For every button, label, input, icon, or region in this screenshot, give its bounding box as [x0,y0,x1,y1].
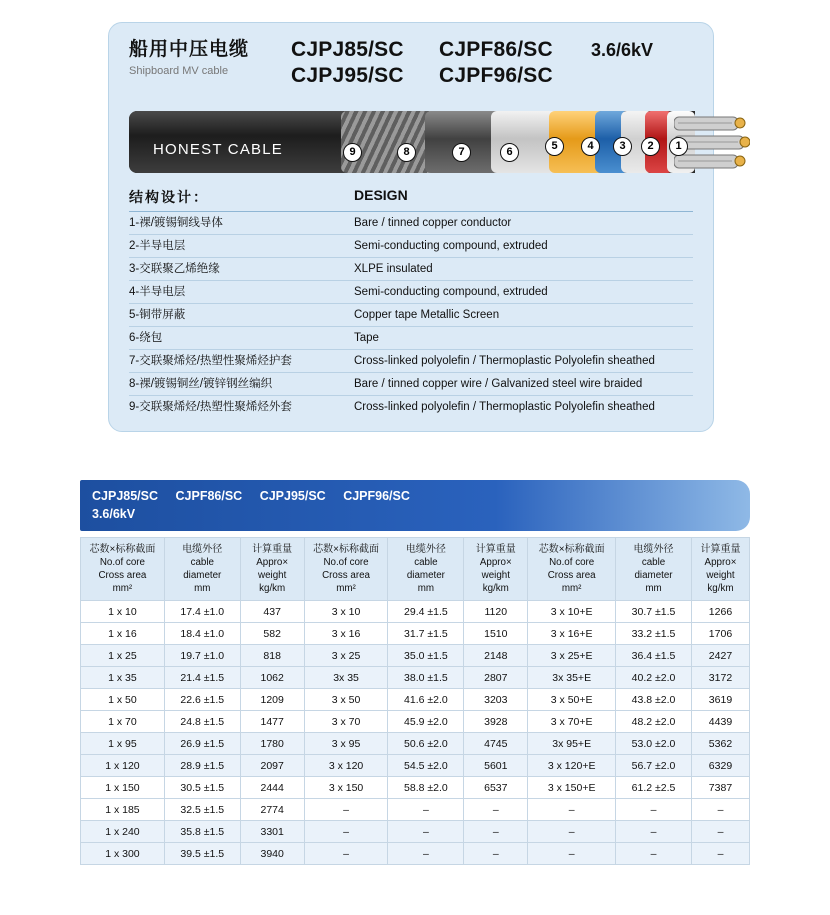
cell: – [616,821,692,843]
cell: – [691,799,749,821]
cell: 3619 [691,689,749,711]
cell: 1 x 25 [81,645,165,667]
cell: 43.8 ±2.0 [616,689,692,711]
cell: – [691,843,749,865]
callout-4: 4 [581,137,600,156]
col-header-en2: Cross area [322,570,370,581]
cell: 3 x 120 [304,755,388,777]
design-row [129,258,693,281]
col-header-unit: kg/km [259,583,286,594]
col-header-unit: mm² [561,583,582,594]
col-header-unit: mm² [112,583,133,594]
table-row [81,777,750,799]
spec-table-header-row [81,538,750,601]
design-row-en: Bare / tinned copper conductor [354,217,512,229]
col-header-en2: weight [481,570,510,581]
cell: – [388,799,464,821]
table-row [81,623,750,645]
cell: 1120 [464,601,528,623]
col-header-en2: Cross area [547,570,596,581]
cell: 24.8 ±1.5 [164,711,240,733]
col-header-en2: diameter [183,570,222,581]
cell: 1 x 185 [81,799,165,821]
cell: 3x 95+E [528,733,616,755]
cell: – [528,799,616,821]
design-row [129,281,693,304]
cell: 3x 35 [304,667,388,689]
cell: – [464,799,528,821]
product-code: CJPF96/SC [439,64,553,87]
cell: 1 x 150 [81,777,165,799]
design-row-en: Semi-conducting compound, extruded [354,286,548,298]
table-row [81,843,750,865]
product-code: CJPJ95/SC [291,64,404,87]
table-row [81,667,750,689]
cell: – [464,843,528,865]
banner-code-line [92,487,740,505]
callout-6: 6 [500,143,519,162]
callout-8: 8 [397,143,416,162]
cell: 48.2 ±2.0 [616,711,692,733]
cell: 2807 [464,667,528,689]
design-row-cn: 1-裸/镀锡铜线导体 [129,217,223,229]
cell: 56.7 ±2.0 [616,755,692,777]
cell: 4439 [691,711,749,733]
cell: 5601 [464,755,528,777]
col-header-en2: diameter [634,570,673,581]
design-row-cn: 5-铜带屏蔽 [129,309,186,321]
design-row-cn: 2-半导电层 [129,240,186,252]
cell: 35.0 ±1.5 [388,645,464,667]
cell: 3940 [240,843,304,865]
col-header-core-cross-1 [81,538,165,601]
brand-label: HONEST CABLE [153,141,283,158]
table-row [81,711,750,733]
cell: 40.2 ±2.0 [616,667,692,689]
col-header-diameter-3 [616,538,692,601]
cell: 21.4 ±1.5 [164,667,240,689]
col-header-en2: weight [706,570,735,581]
cell: 3 x 150+E [528,777,616,799]
cell: 45.9 ±2.0 [388,711,464,733]
col-header-en1: cable [414,557,438,568]
cell: – [616,799,692,821]
col-header-en1: Appro× [256,557,289,568]
cell: 53.0 ±2.0 [616,733,692,755]
cell: 29.4 ±1.5 [388,601,464,623]
cell: – [528,821,616,843]
cell: 1266 [691,601,749,623]
col-header-unit: mm² [336,583,356,594]
col-header-cn: 电缆外径 [633,544,674,555]
design-row [129,212,693,235]
cell: 1 x 16 [81,623,165,645]
cell: – [464,821,528,843]
col-header-en1: cable [190,557,214,568]
product-info-panel [108,22,714,432]
cable-cutaway-illustration [129,101,693,181]
col-header-weight-1 [240,538,304,601]
cell: 1 x 120 [81,755,165,777]
cell: 3 x 25 [304,645,388,667]
cell: 3928 [464,711,528,733]
cell: 3 x 70+E [528,711,616,733]
design-section-header [129,187,693,212]
cell: – [304,843,388,865]
product-code-list [291,37,693,89]
cable-body [129,111,695,173]
table-row [81,733,750,755]
cell: 3 x 150 [304,777,388,799]
col-header-unit: kg/km [482,583,509,594]
col-header-cn: 芯数×标称截面 [313,544,379,555]
cell: 6537 [464,777,528,799]
callout-1: 1 [669,137,688,156]
cell: 41.6 ±2.0 [388,689,464,711]
cell: 33.2 ±1.5 [616,623,692,645]
banner-code: CJPJ95/SC [259,489,326,503]
design-row-en: Cross-linked polyolefin / Thermoplastic Polyolefin sheathed [354,401,655,413]
callout-9: 9 [343,143,362,162]
design-row-en: XLPE insulated [354,263,433,275]
design-header-cn: 结构设计： [129,189,209,205]
table-row [81,821,750,843]
cell: 32.5 ±1.5 [164,799,240,821]
cell: 38.0 ±1.5 [388,667,464,689]
col-header-cn: 芯数×标称截面 [89,544,156,555]
cell: 1706 [691,623,749,645]
cell: 18.4 ±1.0 [164,623,240,645]
spec-table-banner [80,480,750,531]
spec-table-body [81,601,750,865]
cell: 54.5 ±2.0 [388,755,464,777]
design-row [129,350,693,373]
cell: 3 x 16 [304,623,388,645]
design-row [129,396,693,418]
design-row-cn: 7-交联聚烯烃/热塑性聚烯烃护套 [129,355,292,367]
panel-title-row [129,37,693,99]
cell: 1209 [240,689,304,711]
design-row-en: Copper tape Metallic Screen [354,309,500,321]
col-header-en1: No.of core [323,557,369,568]
cell: 3 x 25+E [528,645,616,667]
cell: 3203 [464,689,528,711]
cell: 3 x 10+E [528,601,616,623]
cell: 61.2 ±2.5 [616,777,692,799]
cell: 7387 [691,777,749,799]
cell: 818 [240,645,304,667]
table-row [81,689,750,711]
col-header-en2: Cross area [98,570,147,581]
col-header-en1: Appro× [479,557,512,568]
cell: 31.7 ±1.5 [388,623,464,645]
layer-wire-braid [341,111,437,173]
design-row-en: Tape [354,332,379,344]
col-header-en1: No.of core [99,557,146,568]
voltage-rating: 3.6/6kV [591,40,654,60]
design-row [129,304,693,327]
cell: 28.9 ±1.5 [164,755,240,777]
table-row [81,755,750,777]
col-header-cn: 电缆外径 [182,544,223,555]
col-header-cn: 计算重量 [252,544,293,555]
cell: 1 x 70 [81,711,165,733]
cell: 3 x 70 [304,711,388,733]
callout-3: 3 [613,137,632,156]
banner-voltage: 3.6/6kV [92,507,136,521]
design-row-en: Semi-conducting compound, extruded [354,240,548,252]
callout-7: 7 [452,143,471,162]
col-header-unit: mm [194,583,211,594]
col-header-cn: 芯数×标称截面 [538,544,605,555]
spec-table [80,537,750,865]
design-row-en: Bare / tinned copper wire / Galvanized steel wire braided [354,378,643,390]
product-code: CJPF86/SC [439,38,553,61]
cell: 1 x 300 [81,843,165,865]
cell: 1062 [240,667,304,689]
col-header-diameter-2 [388,538,464,601]
spec-table-head [81,538,750,601]
cell: – [304,799,388,821]
design-row-cn: 9-交联聚烯烃/热塑性聚烯烃外套 [129,401,292,413]
cell: 3 x 50 [304,689,388,711]
banner-code: CJPJ85/SC [92,489,159,503]
cell: 58.8 ±2.0 [388,777,464,799]
cell: 17.4 ±1.0 [164,601,240,623]
design-header-en: DESIGN [354,187,408,203]
cell: 3 x 95 [304,733,388,755]
design-row-en: Cross-linked polyolefin / Thermoplastic Polyolefin sheathed [354,355,655,367]
cell: 3301 [240,821,304,843]
product-name-cn: 船用中压电缆 [129,39,250,60]
design-row-cn: 8-裸/镀锡铜丝/镀锌钢丝编织 [129,378,273,390]
cell: 2444 [240,777,304,799]
cell: – [388,843,464,865]
col-header-weight-2 [464,538,528,601]
cell: 3 x 16+E [528,623,616,645]
cell: 3 x 50+E [528,689,616,711]
banner-code: CJPF86/SC [175,489,243,503]
col-header-diameter-1 [164,538,240,601]
design-row-cn: 4-半导电层 [129,286,186,298]
table-row [81,799,750,821]
design-row-cn: 6-绕包 [129,332,163,344]
cell: 6329 [691,755,749,777]
product-name-block [129,37,291,79]
cell: 30.5 ±1.5 [164,777,240,799]
cell: 30.7 ±1.5 [616,601,692,623]
cell: 39.5 ±1.5 [164,843,240,865]
col-header-core-cross-3 [528,538,616,601]
product-name-en: Shipboard MV cable [129,65,229,77]
cell: 437 [240,601,304,623]
cell: 2774 [240,799,304,821]
col-header-unit: mm [417,583,435,594]
cell: 5362 [691,733,749,755]
cell: – [304,821,388,843]
design-row [129,235,693,258]
cell: 582 [240,623,304,645]
cell: 1 x 240 [81,821,165,843]
cell: 1 x 35 [81,667,165,689]
cell: 35.8 ±1.5 [164,821,240,843]
cell: 50.6 ±2.0 [388,733,464,755]
cell: 3172 [691,667,749,689]
cell: 3 x 120+E [528,755,616,777]
cell: – [616,843,692,865]
col-header-en2: diameter [406,570,445,581]
table-row [81,601,750,623]
col-header-cn: 计算重量 [700,544,741,555]
cell: 22.6 ±1.5 [164,689,240,711]
design-rows [129,212,693,418]
col-header-en1: cable [641,557,666,568]
cell: – [528,843,616,865]
cell: 1510 [464,623,528,645]
banner-code: CJPF96/SC [343,489,410,503]
cell: 3x 35+E [528,667,616,689]
col-header-weight-3 [691,538,749,601]
col-header-unit: mm [645,583,662,594]
cell: 2097 [240,755,304,777]
cell: – [388,821,464,843]
cell: 1477 [240,711,304,733]
cell: 19.7 ±1.0 [164,645,240,667]
table-row [81,645,750,667]
col-header-en1: Appro× [704,557,737,568]
col-header-cn: 计算重量 [475,544,516,555]
cell: 26.9 ±1.5 [164,733,240,755]
cell: 36.4 ±1.5 [616,645,692,667]
cell: 2148 [464,645,528,667]
cell: 3 x 10 [304,601,388,623]
cell: 1 x 10 [81,601,165,623]
design-row [129,327,693,350]
design-row [129,373,693,396]
col-header-core-cross-2 [304,538,388,601]
product-code: CJPJ85/SC [291,38,404,61]
col-header-en1: No.of core [549,557,595,568]
design-row-cn: 3-交联聚乙烯绝缘 [129,263,220,275]
spec-table-section [80,480,750,865]
callout-5: 5 [545,137,564,156]
cell: 1 x 95 [81,733,165,755]
col-header-unit: kg/km [707,583,734,594]
cell: 1 x 50 [81,689,165,711]
cell: – [691,821,749,843]
col-header-cn: 电缆外径 [405,544,446,555]
callout-2: 2 [641,137,660,156]
cell: 1780 [240,733,304,755]
cell: 4745 [464,733,528,755]
col-header-en2: weight [258,570,287,581]
cell: 2427 [691,645,749,667]
